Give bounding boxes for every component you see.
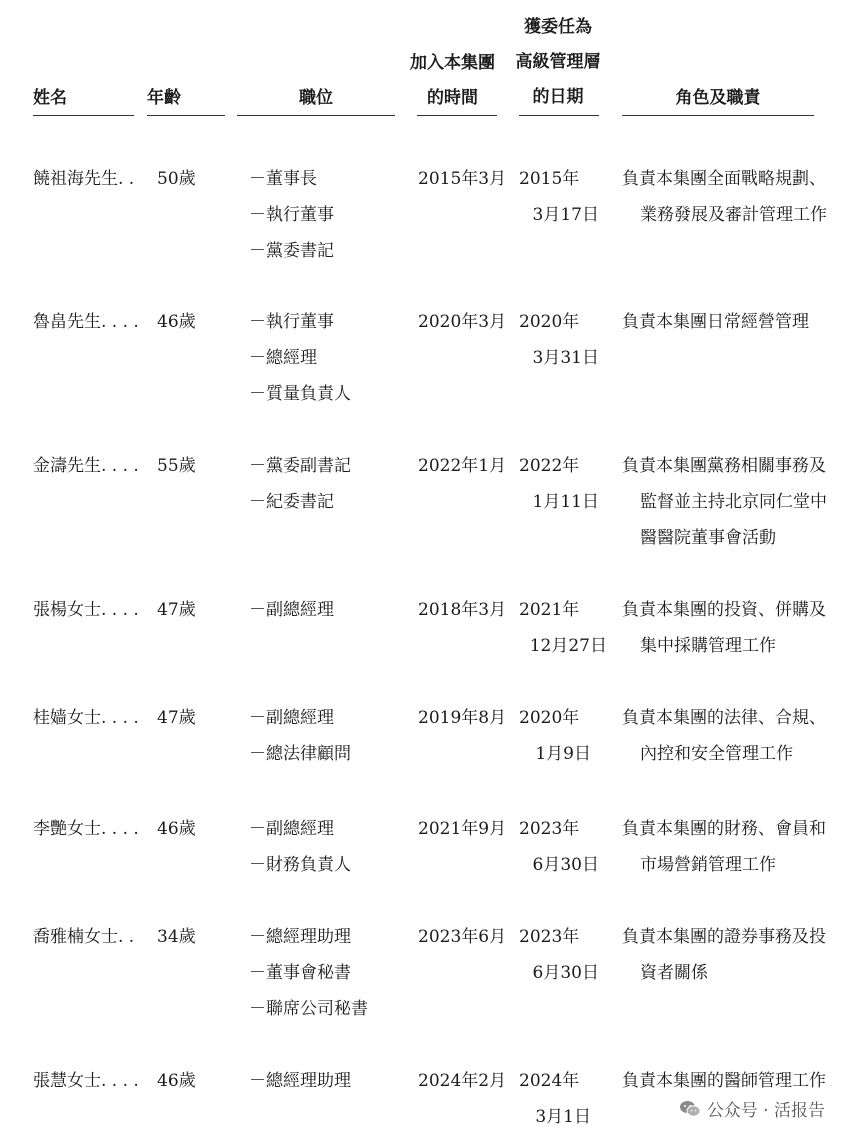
joined-cell: 2023年6月 — [418, 927, 507, 947]
appointed-cell — [519, 161, 599, 233]
position-item: －總經理助理 — [249, 1071, 351, 1091]
header-rule-name — [33, 115, 134, 116]
appointed-date: 3月17日 — [532, 205, 599, 225]
role-line: 集中採購管理工作 — [640, 636, 776, 656]
position-cell — [249, 161, 334, 269]
appointed-year: 2020年 — [519, 312, 580, 332]
watermark — [679, 1096, 825, 1121]
joined-cell: 2015年3月 — [418, 169, 507, 189]
role-line: 負責本集團全面戰略規劃、 — [622, 169, 826, 189]
role-cell — [622, 304, 809, 340]
position-item: －執行董事 — [249, 312, 334, 332]
role-line: 業務發展及審計管理工作 — [640, 205, 827, 225]
name-cell: 金濤先生. . . . — [33, 456, 139, 476]
role-cell — [622, 592, 826, 664]
role-line: 負責本集團的證券事務及投 — [622, 927, 826, 947]
appointed-year: 2024年 — [519, 1071, 580, 1091]
position-item: －總經理 — [249, 348, 317, 368]
header-name-label: 姓名 — [33, 88, 67, 108]
age-cell: 46歲 — [157, 1071, 196, 1091]
age-cell: 46歲 — [157, 312, 196, 332]
appointed-cell — [519, 1063, 591, 1135]
joined-cell: 2018年3月 — [418, 600, 507, 620]
appointed-date: 12月27日 — [529, 636, 607, 656]
age-cell: 47歲 — [157, 600, 196, 620]
name-cell: 喬雅楠女士. . — [33, 927, 135, 947]
role-line: 負責本集團的投資、併購及 — [622, 600, 826, 620]
header-role — [622, 81, 814, 116]
age-cell: 46歲 — [157, 819, 196, 839]
age-cell: 34歲 — [157, 927, 196, 947]
role-line: 負責本集團的醫師管理工作 — [622, 1071, 826, 1091]
appointed-date: 6月30日 — [532, 855, 599, 875]
header-rule-appointed — [519, 115, 599, 116]
role-line: 負責本集團日常經營管理 — [622, 312, 809, 332]
role-cell — [622, 161, 827, 233]
joined-cell: 2019年8月 — [418, 708, 507, 728]
name-cell: 李艷女士. . . . — [33, 819, 139, 839]
role-line: 內控和安全管理工作 — [640, 744, 793, 764]
position-item: －聯席公司秘書 — [249, 999, 368, 1019]
appointed-year: 2021年 — [519, 600, 580, 620]
appointed-date: 1月11日 — [532, 492, 599, 512]
header-position — [237, 81, 395, 116]
position-cell — [249, 592, 334, 628]
name-cell: 魯畠先生. . . . — [33, 312, 139, 332]
position-cell — [249, 919, 368, 1027]
joined-cell: 2024年2月 — [418, 1071, 507, 1091]
age-cell: 55歲 — [157, 456, 196, 476]
appointed-date: 3月1日 — [535, 1107, 591, 1127]
header-appointed — [508, 10, 608, 115]
header-role-label: 角色及職責 — [675, 88, 761, 108]
header-rule-age — [147, 115, 225, 116]
joined-cell: 2020年3月 — [418, 312, 507, 332]
role-cell — [622, 919, 826, 991]
position-item: －質量負責人 — [249, 384, 351, 404]
appointed-year: 2015年 — [519, 169, 580, 189]
name-cell: 張楊女士. . . . — [33, 600, 139, 620]
header-rule-position — [237, 115, 395, 116]
header-name — [33, 81, 67, 116]
header-age — [147, 81, 181, 116]
appointed-cell — [519, 811, 599, 883]
role-line: 醫醫院董事會活動 — [640, 528, 776, 548]
appointed-cell — [519, 919, 599, 991]
position-item: －執行董事 — [249, 205, 334, 225]
wechat-icon — [679, 1100, 701, 1118]
role-line: 負責本集團的法律、合規、 — [622, 708, 826, 728]
header-appointed-line1: 獲委任為 — [524, 17, 592, 37]
header-joined-line2: 的時間 — [427, 88, 478, 108]
appointed-year: 2023年 — [519, 927, 580, 947]
position-item: －財務負責人 — [249, 855, 351, 875]
role-cell — [622, 811, 826, 883]
header-age-label: 年齡 — [147, 88, 181, 108]
appointed-cell — [519, 448, 599, 520]
joined-cell: 2022年1月 — [418, 456, 507, 476]
role-line: 資者關係 — [640, 963, 708, 983]
appointed-date: 3月31日 — [532, 348, 599, 368]
role-line: 負責本集團黨務相關事務及 — [622, 456, 826, 476]
appointed-year: 2022年 — [519, 456, 580, 476]
watermark-text: 公众号 · 活报告 — [706, 1101, 825, 1121]
joined-cell: 2021年9月 — [418, 819, 507, 839]
position-item: －副總經理 — [249, 600, 334, 620]
position-item: －總經理助理 — [249, 927, 351, 947]
position-item: －董事會秘書 — [249, 963, 351, 983]
position-item: －黨委副書記 — [249, 456, 351, 476]
appointed-date: 1月9日 — [535, 744, 591, 764]
position-cell — [249, 304, 351, 412]
position-cell — [249, 1063, 351, 1099]
appointed-cell — [519, 592, 607, 664]
header-joined — [405, 46, 500, 116]
position-cell — [249, 811, 351, 883]
position-cell — [249, 700, 351, 772]
position-item: －紀委書記 — [249, 492, 334, 512]
position-item: －黨委書記 — [249, 241, 334, 261]
name-cell: 饒祖海先生. . — [33, 169, 135, 189]
header-rule-role — [622, 115, 814, 116]
position-item: －副總經理 — [249, 708, 334, 728]
role-cell — [622, 1063, 826, 1099]
age-cell: 47歲 — [157, 708, 196, 728]
appointed-cell — [519, 304, 599, 376]
position-cell — [249, 448, 351, 520]
header-appointed-line3: 的日期 — [532, 87, 584, 107]
appointed-date: 6月30日 — [532, 963, 599, 983]
name-cell: 張慧女士. . . . — [33, 1071, 139, 1091]
header-joined-line1: 加入本集團 — [410, 53, 495, 73]
role-line: 市場營銷管理工作 — [640, 855, 776, 875]
header-position-label: 職位 — [299, 88, 333, 108]
appointed-cell — [519, 700, 591, 772]
position-item: －董事長 — [249, 169, 317, 189]
appointed-year: 2023年 — [519, 819, 580, 839]
header-rule-joined — [417, 115, 497, 116]
name-cell: 桂嫱女士. . . . — [33, 708, 139, 728]
age-cell: 50歲 — [157, 169, 196, 189]
position-item: －副總經理 — [249, 819, 334, 839]
role-line: 負責本集團的財務、會員和 — [622, 819, 826, 839]
role-cell — [622, 700, 826, 772]
appointed-year: 2020年 — [519, 708, 580, 728]
position-item: －總法律顧問 — [249, 744, 351, 764]
role-line: 監督並主持北京同仁堂中 — [640, 492, 827, 512]
header-appointed-line2: 高級管理層 — [515, 52, 601, 72]
role-cell — [622, 448, 827, 556]
